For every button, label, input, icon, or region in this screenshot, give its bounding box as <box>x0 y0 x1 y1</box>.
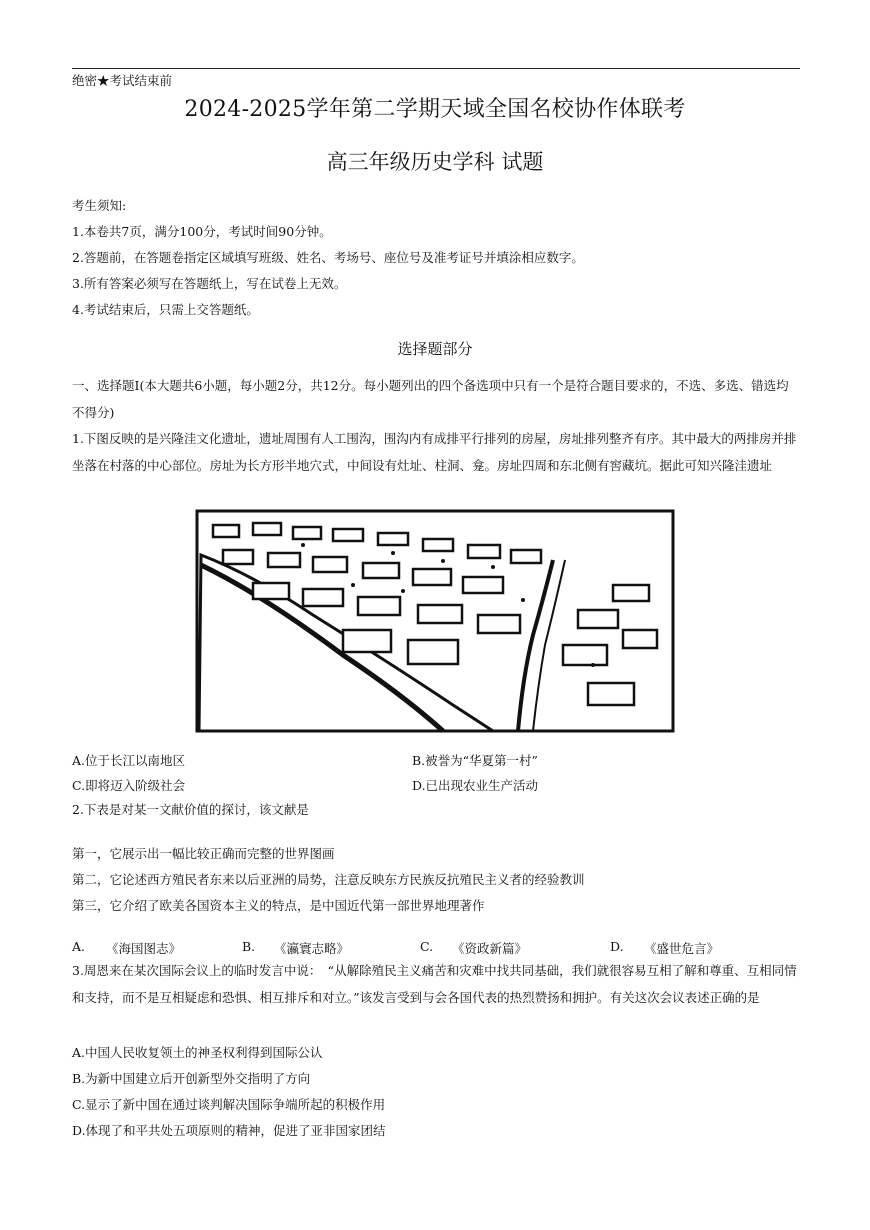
q2-option-d-text: 《盛世危言》 <box>644 941 720 956</box>
question-3-stem: 3.周恩来在某次国际会议上的临时发言中说： “从解除殖民主义痛苦和灾难中找共同基础，我们就很容易互相了解和尊重、互相同情和支持，而不是互相疑虑和恐惧、相互排斥和对立。”该发言受到与会各国代表的热烈赞扬和拥护。有关这次会议表述正确的是 <box>72 963 797 1005</box>
q2-table-row: 第二，它论述西方殖民者东来以后亚洲的局势，注意反映东方民族反抗殖民主义者的经验教训 <box>72 872 585 887</box>
q1-option-b: B.被誉为“华夏第一村” <box>412 753 538 768</box>
notice-item: 4.考试结束后，只需上交答题纸。 <box>72 302 259 317</box>
question-1-stem: 1.下图反映的是兴隆洼文化遗址，遗址周围有人工围沟，围沟内有成排平行排列的房屋，房址排列整齐有序。其中最大的两排房并排坐落在村落的中心部位。房址为长方形半地穴式，中间设有灶址、柱洞、龛。房址四周和东北侧有窖藏坑。据此可知兴隆洼遗址 <box>72 431 797 473</box>
q2-option-c-letter: C. <box>420 939 434 954</box>
section-instruction: 一、选择题Ⅰ(本大题共6小题，每小题2分，共12分。每小题列出的四个备选项中只有一个是符合题目要求的，不选、多选、错选均不得分) <box>72 378 789 420</box>
q2-option-d-letter: D. <box>610 939 624 954</box>
exam-title: 2024-2025学年第二学期天域全国名校协作体联考 <box>184 97 686 122</box>
exam-subtitle: 高三年级历史学科 试题 <box>326 150 544 174</box>
q1-option-a: A.位于长江以南地区 <box>72 753 186 768</box>
notice-heading: 考生须知: <box>72 198 127 213</box>
notice-item: 3.所有答案必须写在答题纸上，写在试卷上无效。 <box>72 276 347 291</box>
q3-option-d: D.体现了和平共处五项原则的精神，促进了亚非国家团结 <box>72 1123 386 1138</box>
header-rule <box>72 68 800 69</box>
q3-option-c: C.显示了新中国在通过谈判解决国际争端所起的积极作用 <box>72 1097 386 1112</box>
q3-option-a: A.中国人民收复领土的神圣权利得到国际公认 <box>72 1045 323 1060</box>
xinglongwa-site-illustration <box>193 505 679 735</box>
q1-option-c: C.即将迈入阶级社会 <box>72 778 186 793</box>
notice-item: 1.本卷共7页，满分100分，考试时间90分钟。 <box>72 224 332 239</box>
section-title: 选择题部分 <box>397 340 473 358</box>
q2-table-row: 第三，它介绍了欧美各国资本主义的特点，是中国近代第一部世界地理著作 <box>72 898 485 913</box>
q2-option-a-letter: A. <box>72 939 86 954</box>
notice-item: 2.答题前，在答题卷指定区域填写班级、姓名、考场号、座位号及准考证号并填涂相应数字。 <box>72 250 584 265</box>
q2-option-a-text: 《海国图志》 <box>106 941 182 956</box>
q2-option-c-text: 《资政新篇》 <box>452 941 528 956</box>
q2-table-row: 第一，它展示出一幅比较正确而完整的世界图画 <box>72 846 335 861</box>
question-2-stem: 2.下表是对某一文献价值的探讨，该文献是 <box>72 802 309 817</box>
q1-option-d: D.已出现农业生产活动 <box>412 778 539 793</box>
q2-option-b-letter: B. <box>242 939 256 954</box>
confidential-label: 绝密★考试结束前 <box>72 73 173 88</box>
q3-option-b: B.为新中国建立后开创新型外交指明了方向 <box>72 1071 311 1086</box>
q2-option-b-text: 《瀛寰志略》 <box>274 941 350 956</box>
